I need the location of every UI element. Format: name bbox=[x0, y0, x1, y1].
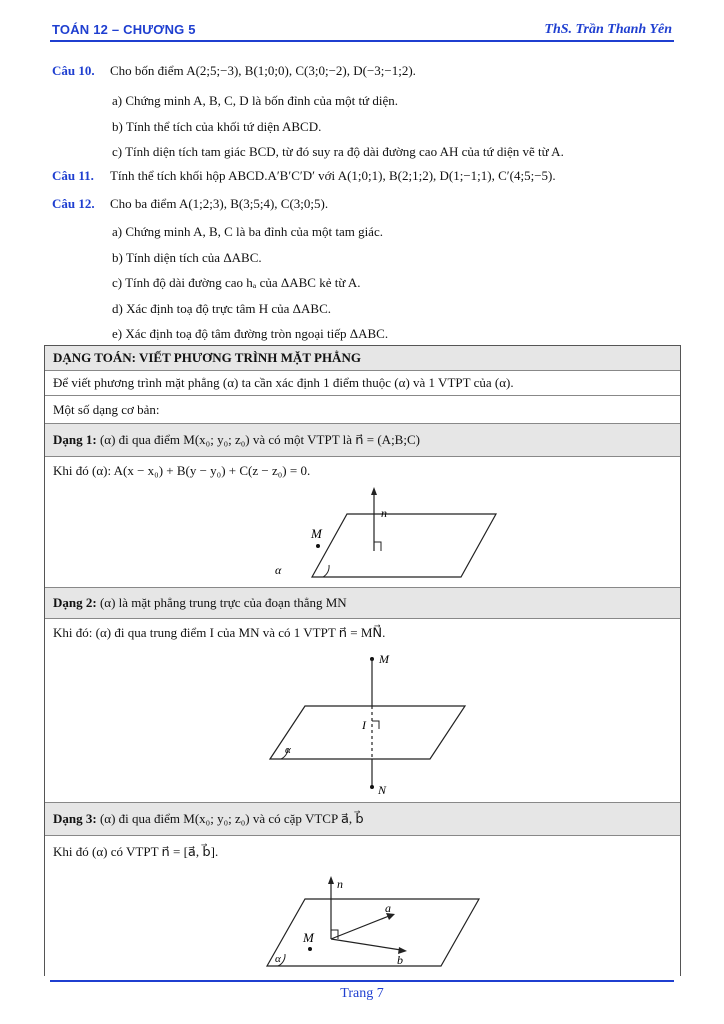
form-body: Khi đó: (α) đi qua trung điểm I của MN và có 1 VTPT n⃗ = MN⃗. bbox=[53, 625, 386, 640]
footer-rule bbox=[50, 980, 674, 982]
arrow-head bbox=[328, 876, 334, 884]
question-11 bbox=[52, 168, 556, 184]
box-basic: Một số dạng cơ bản: bbox=[53, 402, 160, 417]
page-number: Trang 7 bbox=[340, 986, 384, 1001]
question-part: e) Xác định toạ độ tâm đường tròn ngoại tiếp ΔABC. bbox=[112, 326, 389, 341]
alpha-label: α bbox=[275, 563, 282, 577]
plane-figure-2 bbox=[45, 619, 680, 802]
point-m bbox=[308, 947, 312, 951]
form-heading-text: (α) đi qua điểm M(x₀; y₀; z₀) và có một VTPT là n⃗ = (A;B;C) bbox=[99, 432, 420, 447]
form-2-heading-row bbox=[45, 588, 680, 619]
plane-figure-3 bbox=[45, 836, 680, 976]
normal-label: n⃗ bbox=[381, 506, 397, 520]
point-n-label: N bbox=[378, 783, 387, 797]
plane-shape bbox=[267, 899, 479, 966]
plane-figure-1 bbox=[45, 457, 680, 587]
form-heading-text: (α) là mặt phẳng trung trực của đoạn thẳng MN bbox=[99, 595, 347, 610]
question-text: Cho ba điểm A(1;2;3), B(3;5;4), C(3;0;5). bbox=[110, 196, 329, 211]
form-3-heading-row bbox=[45, 803, 680, 836]
form-3-body-row bbox=[45, 836, 680, 976]
form-heading-text: (α) đi qua điểm M(x₀; y₀; z₀) và có cặp VTCP a⃗, b⃗ bbox=[99, 811, 364, 826]
box-basic-row bbox=[45, 396, 680, 424]
form-2-body-row bbox=[45, 619, 680, 803]
question-part: b) Tính thể tích của khối tứ diện ABCD. bbox=[112, 119, 322, 134]
form-heading: Dạng 1: bbox=[53, 432, 97, 447]
vector-b bbox=[331, 939, 401, 950]
question-text: Cho bốn điểm A(2;5;−3), B(1;0;0), C(3;0;−2), D(−3;−1;2). bbox=[110, 63, 416, 78]
alpha-label: α bbox=[285, 744, 291, 756]
question-part: b) Tính diện tích của ΔABC. bbox=[112, 250, 262, 265]
plane-shape bbox=[270, 706, 465, 759]
point-m-label: M bbox=[311, 526, 322, 541]
vector-a-label: a⃗ bbox=[385, 901, 401, 915]
question-part: a) Chứng minh A, B, C, D là bốn đỉnh của một tứ diện. bbox=[112, 93, 398, 108]
point-n bbox=[370, 785, 374, 789]
vector-a bbox=[331, 916, 389, 939]
question-text: Tính thể tích khối hộp ABCD.A′B′C′D′ với A(1;0;1), B(2;1;2), D(1;−1;1), C′(4;5;−5). bbox=[110, 168, 556, 183]
form-heading: Dạng 2: bbox=[53, 595, 97, 610]
point-m-label: M bbox=[303, 930, 314, 945]
right-angle-mark bbox=[374, 542, 381, 551]
point-i-label: I bbox=[362, 718, 366, 732]
header-author: ThS. Trần Thanh Yên bbox=[544, 22, 672, 37]
vector-b-label: b⃗ bbox=[397, 953, 413, 967]
question-label: Câu 10. bbox=[52, 63, 95, 78]
header-chapter: TOÁN 12 – CHƯƠNG 5 bbox=[52, 22, 196, 37]
form-body: Khi đó (α): A(x − x₀) + B(y − y₀) + C(z − z₀) = 0. bbox=[53, 463, 311, 478]
point-m-label: M bbox=[379, 652, 389, 666]
normal-label: n⃗ bbox=[337, 877, 353, 891]
plane-shape bbox=[312, 514, 496, 577]
question-part: a) Chứng minh A, B, C là ba đỉnh của một tam giác. bbox=[112, 224, 383, 239]
arrow-head bbox=[371, 487, 377, 495]
box-intro: Để viết phương trình mặt phẳng (α) ta cần xác định 1 điểm thuộc (α) và 1 VTPT của (α). bbox=[53, 375, 514, 390]
form-heading: Dạng 3: bbox=[53, 811, 97, 826]
question-part: c) Tính diện tích tam giác BCD, từ đó suy ra độ dài đường cao AH của tứ diện vẽ từ A. bbox=[112, 144, 564, 159]
alpha-label: α bbox=[275, 953, 281, 965]
form-1-heading-row bbox=[45, 424, 680, 457]
question-part: d) Xác định toạ độ trực tâm H của ΔABC. bbox=[112, 301, 332, 316]
question-12 bbox=[52, 196, 328, 212]
method-box bbox=[44, 345, 681, 976]
question-label: Câu 11. bbox=[52, 168, 94, 183]
box-title-row bbox=[45, 346, 680, 371]
point-m bbox=[316, 544, 320, 548]
form-1-body-row bbox=[45, 457, 680, 588]
angle-arc bbox=[323, 565, 329, 577]
form-body: Khi đó (α) có VTPT n⃗ = [a⃗, b⃗]. bbox=[53, 844, 219, 859]
box-title: DẠNG TOÁN: VIẾT PHƯƠNG TRÌNH MẶT PHẲNG bbox=[53, 350, 361, 365]
question-10 bbox=[52, 63, 416, 79]
header-rule bbox=[50, 40, 674, 42]
question-part: c) Tính độ dài đường cao hₐ của ΔABC kẻ từ A. bbox=[112, 275, 361, 290]
question-label: Câu 12. bbox=[52, 196, 95, 211]
box-intro-row bbox=[45, 371, 680, 396]
